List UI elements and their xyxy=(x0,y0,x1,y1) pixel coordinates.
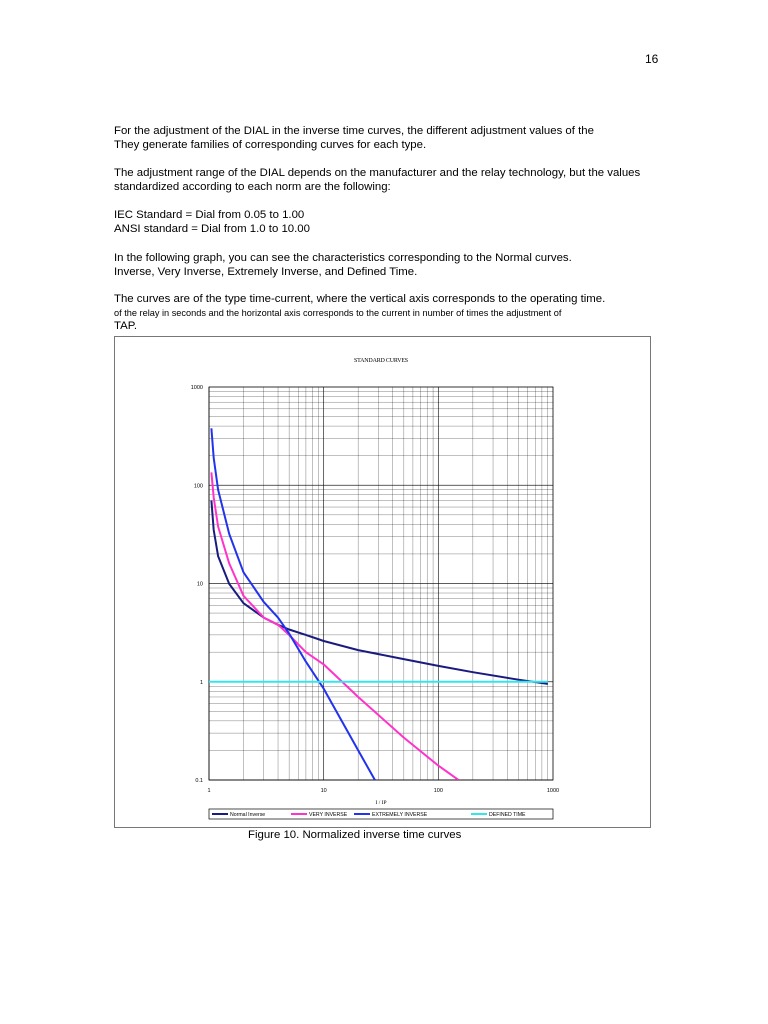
legend-label-extremely-inverse: EXTREMELY INVERSE xyxy=(372,812,428,818)
y-tick-label: 1 xyxy=(199,679,203,686)
y-tick-label: 1000 xyxy=(190,385,203,391)
series-line-normal-inverse xyxy=(211,501,547,684)
x-tick-label: 1000 xyxy=(546,788,560,794)
x-axis-label: I / IP xyxy=(375,800,387,806)
legend-label-defined-time: DEFINED TIME xyxy=(489,812,526,818)
text-line: In the following graph, you can see the characteristics corresponding to the Normal curves. xyxy=(114,252,572,264)
figure-caption: Figure 10. Normalized inverse time curves xyxy=(248,829,462,841)
chart-frame xyxy=(114,336,651,828)
y-tick-label: 10 xyxy=(196,581,203,588)
text-line: ANSI standard = Dial from 1.0 to 10.00 xyxy=(114,222,310,235)
x-tick-label: 1 xyxy=(207,788,211,794)
paragraph-dial-adjustment xyxy=(114,125,684,152)
series-line-very-inverse xyxy=(211,472,458,780)
text-line: They generate families of corresponding curves for each type. xyxy=(114,138,427,151)
paragraph-axes-description xyxy=(114,293,684,334)
standard-curves-chart xyxy=(115,337,650,827)
series-line-extremely-inverse xyxy=(211,428,375,780)
x-tick-label: 100 xyxy=(433,788,443,794)
y-tick-label: 0.1 xyxy=(195,778,203,784)
text-line: of the relay in seconds and the horizontal axis corresponds to the current in number of times the adjustment of xyxy=(114,307,562,318)
text-line: IEC Standard = Dial from 0.05 to 1.00 xyxy=(114,209,305,221)
text-line: Inverse, Very Inverse, Extremely Inverse, and Defined Time. xyxy=(114,265,418,278)
paragraph-standards xyxy=(114,209,684,236)
y-tick-label: 100 xyxy=(193,483,203,490)
legend-label-normal-inverse: Normal Inverse xyxy=(230,812,266,818)
text-line: standardized according to each norm are the following: xyxy=(114,180,391,193)
text-line: The adjustment range of the DIAL depends on the manufacturer and the relay technology, but the values xyxy=(114,167,641,179)
text-line: For the adjustment of the DIAL in the inverse time curves, the different adjustment values of the xyxy=(114,125,594,137)
text-line: The curves are of the type time-current, where the vertical axis corresponds to the operating time. xyxy=(114,293,606,305)
paragraph-dial-range xyxy=(114,167,684,194)
paragraph-graph-intro xyxy=(114,252,684,279)
x-tick-label: 10 xyxy=(320,788,327,794)
legend-label-very-inverse: VERY INVERSE xyxy=(309,812,348,818)
text-line: TAP. xyxy=(114,320,138,332)
page-number: 16 xyxy=(645,52,659,66)
chart-title: STANDARD CURVES xyxy=(354,358,408,364)
